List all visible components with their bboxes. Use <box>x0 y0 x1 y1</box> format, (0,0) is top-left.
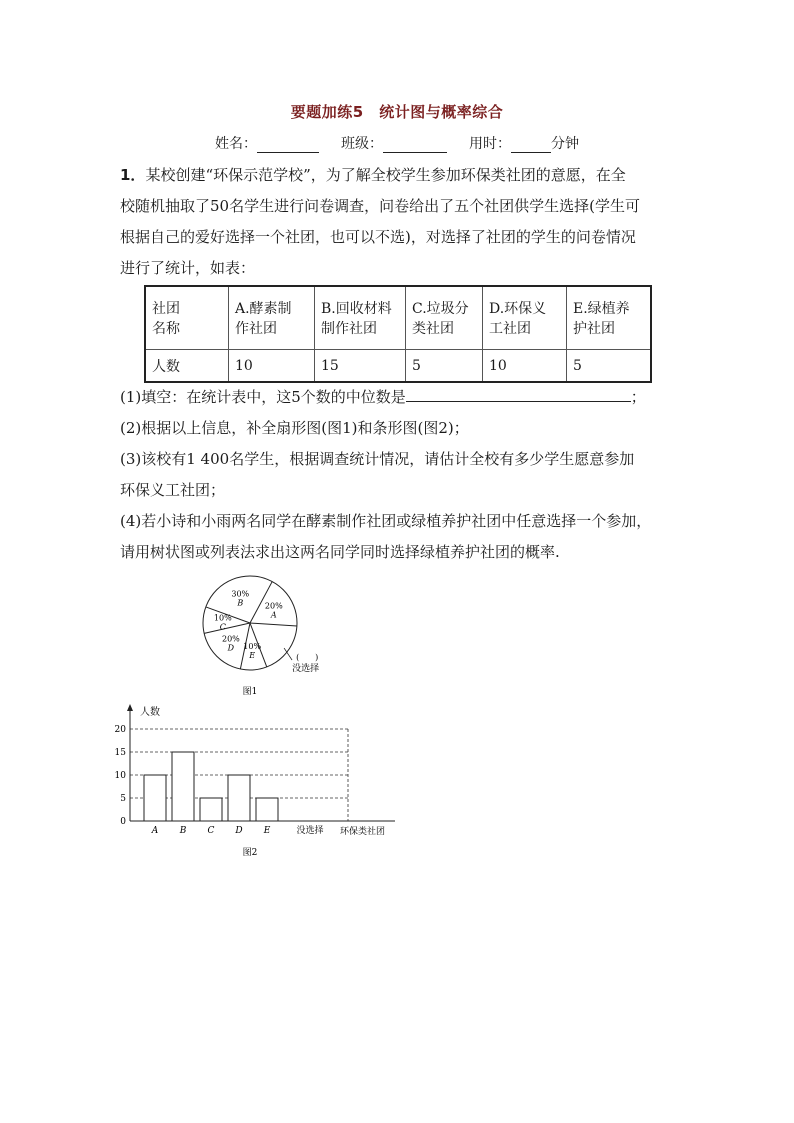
x-tick-label: A <box>151 826 159 836</box>
sub-question-2: (2)根据以上信息，补全扇形图(图1)和条形图(图2)； <box>120 419 469 437</box>
x-tick-label: 没选择 <box>296 826 324 836</box>
pie-slice-label: A <box>270 610 277 620</box>
class-blank[interactable] <box>383 138 447 153</box>
time-blank[interactable] <box>511 138 551 153</box>
pie-slice-percent: 20% <box>264 601 283 611</box>
name-blank[interactable] <box>257 138 319 153</box>
sub-question-1: (1)填空：在统计表中，这5个数的中位数是 ； <box>120 388 646 406</box>
y-tick-label: 0 <box>120 817 126 827</box>
sub-question-3: (3)该校有1 400名学生，根据调查统计情况，请估计全校有多少学生愿意参加 环保义工社团； <box>120 450 635 499</box>
table-cell: B.回收材料 制作社团 <box>315 286 406 350</box>
pie-slice-percent: 10% <box>213 613 232 623</box>
y-tick-label: 5 <box>120 794 126 804</box>
x-tick-label: C <box>207 826 215 836</box>
x-tick-label: E <box>263 826 271 836</box>
intro-line: 某校创建“环保示范学校”，为了解全校学生参加环保类社团的意愿，在全 <box>145 166 626 184</box>
x-tick-label: B <box>179 826 187 836</box>
pie-slice-label: 没选择 <box>292 664 320 675</box>
bar <box>200 798 222 821</box>
info-line <box>0 133 794 153</box>
table-cell: 5 <box>406 350 483 383</box>
class-label: 班级： <box>341 136 383 152</box>
pie-slice-percent: 20% <box>221 634 240 644</box>
y-tick-label: 20 <box>114 725 126 735</box>
club-table <box>144 285 652 383</box>
x-tick-label: D <box>235 826 243 836</box>
pie-slice-percent: 30% <box>231 589 250 599</box>
answer-blank[interactable] <box>406 386 631 402</box>
table-cell: 10 <box>229 350 315 383</box>
table-cell: 社团 名称 <box>145 286 229 350</box>
table-cell: 人数 <box>145 350 229 383</box>
figure-caption: 图2 <box>242 848 258 858</box>
x-axis-label: 环保类社团 <box>340 827 386 837</box>
pie-slice-label: D <box>227 643 235 653</box>
time-unit: 分钟 <box>551 136 579 152</box>
intro-line: 根据自己的爱好选择一个社团，也可以不选)，对选择了社团的学生的问卷情况 <box>120 228 636 246</box>
sub-question-4: (4)若小诗和小雨两名同学在酵素制作社团或绿植养护社团中任意选择一个参加， 请用树状图或列表法求出这两名同学同时选择绿植养护社团的概率. <box>120 512 652 561</box>
page-title: 要题加练5 统计图与概率综合 <box>290 103 504 121</box>
question-intro <box>120 160 680 284</box>
pie-slice-percent: 10% <box>243 642 262 652</box>
name-label: 姓名： <box>215 136 257 152</box>
table-cell: E.绿植养 护社团 <box>567 286 652 350</box>
table-cell: 5 <box>567 350 652 383</box>
pie-slice-edge <box>204 623 250 633</box>
table-cell: 15 <box>315 350 406 383</box>
pie-slice-percent: ( ) <box>296 653 319 663</box>
bar-chart <box>110 700 410 865</box>
pie-slice-edge <box>250 623 297 626</box>
pie-slice-label: E <box>249 651 256 661</box>
y-axis-arrow <box>127 704 133 711</box>
bar <box>228 775 250 821</box>
pie-chart <box>185 570 320 700</box>
intro-line: 校随机抽取了50名学生进行问卷调查，问卷给出了五个社团供学生选择(学生可 <box>120 197 640 215</box>
figure-caption: 图1 <box>242 687 258 697</box>
y-tick-label: 15 <box>114 748 126 758</box>
bar <box>172 752 194 821</box>
y-axis-label: 人数 <box>140 707 160 718</box>
time-label: 用时： <box>469 136 511 152</box>
table-cell: C.垃圾分 类社团 <box>406 286 483 350</box>
pie-slice-label: C <box>219 622 226 632</box>
bar <box>144 775 166 821</box>
bar <box>256 798 278 821</box>
table-row <box>145 350 651 383</box>
intro-line: 进行了统计，如表： <box>120 259 256 277</box>
table-cell: D.环保义 工社团 <box>483 286 567 350</box>
y-tick-label: 10 <box>114 771 126 781</box>
table-row <box>145 286 651 350</box>
pie-slice-label: B <box>237 598 244 608</box>
table-cell: 10 <box>483 350 567 383</box>
question-number: 1． <box>120 166 146 184</box>
table-cell: A.酵素制 作社团 <box>229 286 315 350</box>
